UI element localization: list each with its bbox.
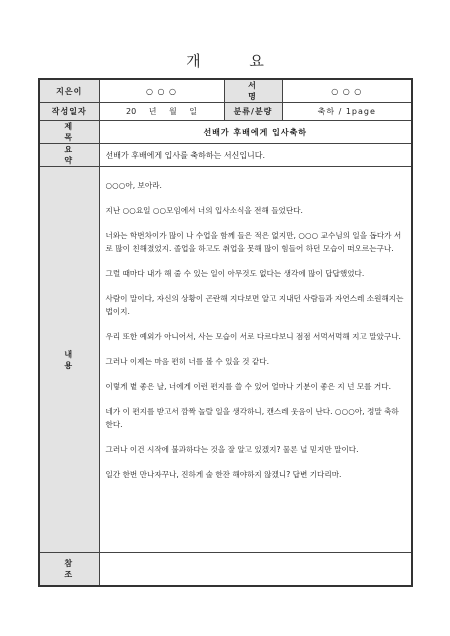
content-paragraph: 그럴 때마다 내가 해 줄 수 있는 일이 아무것도 없다는 생각에 많이 답답했었다. xyxy=(105,269,365,278)
summary-form-table xyxy=(38,78,413,587)
book-title-value: ○ ○ ○ xyxy=(282,79,412,103)
date-category-row xyxy=(39,103,412,121)
reference-label: 참 조 xyxy=(39,553,99,586)
summary-row xyxy=(39,144,412,167)
author-label: 지은이 xyxy=(39,79,99,103)
author-value: ○ ○ ○ xyxy=(99,79,224,103)
document-title: 개 요 xyxy=(186,52,286,70)
content-paragraph: 사람이 말이다, 자신의 상황이 곤란해 지다보면 알고 지내던 사람들과 자연스레 소원해지는 법이지. xyxy=(105,294,404,316)
content-label: 내 용 xyxy=(39,167,99,553)
summary-label: 요 약 xyxy=(39,144,99,167)
subject-row xyxy=(39,121,412,144)
content-paragraph: ○○○아, 보아라. xyxy=(105,181,162,190)
content-paragraph: 너와는 학번차이가 많이 나 수업을 함께 들은 적은 없지만, ○○○ 교수님의 일을 돕다가 서로 많이 친해졌었지. 졸업을 하고도 취업을 못해 많이 힘들어 하던 모습이 떠오르는구나. xyxy=(105,231,402,253)
content-body xyxy=(99,167,412,553)
content-paragraph: 일간 한번 만나자꾸나, 진하게 술 한잔 해야하지 않겠니? 답변 기다리마. xyxy=(105,470,342,479)
content-row xyxy=(39,167,412,553)
category-label: 분류/분량 xyxy=(224,103,282,121)
author-row xyxy=(39,79,412,103)
subject-label: 제 목 xyxy=(39,121,99,144)
content-paragraph: 이렇게 볕 좋은 날, 너에게 이런 편지를 쓸 수 있어 얼마나 기분이 좋은 지 넌 모를 거다. xyxy=(105,382,392,391)
content-paragraph: 그러나 이건 시작에 불과하다는 것을 잘 알고 있겠지? 물론 널 믿지만 말이다. xyxy=(105,445,359,454)
content-paragraph: 지난 ○○요일 ○○모임에서 너의 입사소식을 전해 들었단다. xyxy=(105,206,303,215)
date-label: 작성일자 xyxy=(39,103,99,121)
content-paragraph: 그러나 이제는 마음 편히 너를 볼 수 있을 것 같다. xyxy=(105,357,270,366)
date-value: 20 년 월 일 xyxy=(99,103,224,121)
summary-value: 선배가 후배에게 입사를 축하하는 서신입니다. xyxy=(99,144,412,167)
reference-row xyxy=(39,553,412,586)
content-paragraph: 네가 이 편지를 받고서 깜짝 놀랄 일을 생각하니, 캔스레 웃음이 난다. ○○○아, 정말 축하한다. xyxy=(105,407,399,429)
reference-value xyxy=(99,553,412,586)
subject-value: 선배가 후배에게 입사축하 xyxy=(99,121,412,144)
book-title-label: 서 명 xyxy=(224,79,282,103)
category-value: 축하 / 1page xyxy=(282,103,412,121)
content-paragraph: 우리 또한 예외가 아니어서, 사는 모습이 서로 다르다보니 점점 서먹서먹해 지고 말았구나. xyxy=(105,332,401,341)
